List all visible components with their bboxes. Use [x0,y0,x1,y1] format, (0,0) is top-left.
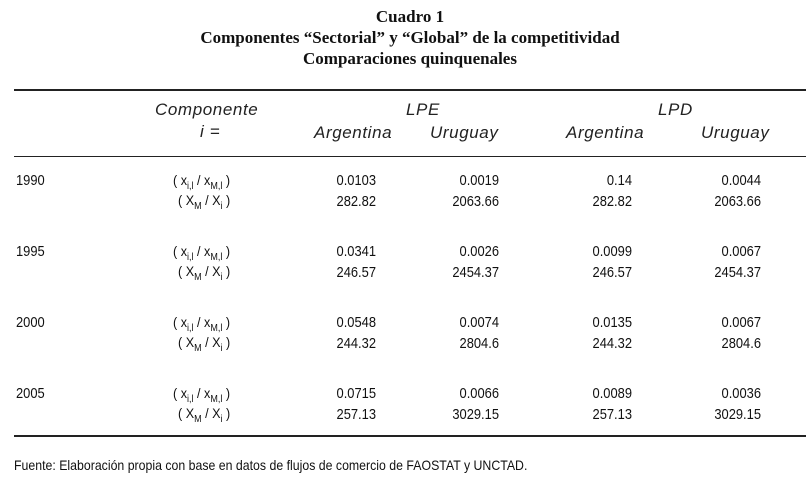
cell-lpe-uru-sectorial: 0.0074 [459,314,499,331]
cell-lpd-uru-sectorial: 0.0044 [721,172,761,189]
cell-lpe-arg-global: 282.82 [336,193,376,210]
source-footnote: Fuente: Elaboración propia con base en datos de flujos de comercio de FAOSTAT y UNCTAD. [14,457,528,473]
cell-lpd-uru-sectorial: 0.0036 [721,385,761,402]
cell-lpe-arg-sectorial: 0.0341 [336,243,376,260]
cell-lpe-arg-sectorial: 0.0715 [336,385,376,402]
cell-lpd-arg-sectorial: 0.0099 [592,243,632,260]
header-lpd: LPD [658,100,693,119]
cell-lpe-uru-global: 3029.15 [452,406,499,423]
cell-lpd-arg-global: 246.57 [592,264,632,281]
table-caption [0,6,812,69]
cell-lpe-uru-sectorial: 0.0026 [459,243,499,260]
cell-lpe-uru-sectorial: 0.0019 [459,172,499,189]
formula-sectorial: ( $x_{i,l} / x_{M,l}$ ) [173,172,231,192]
header-rule [14,156,806,157]
cell-lpd-arg-global: 244.32 [592,335,632,352]
cell-lpe-uru-sectorial: 0.0066 [459,385,499,402]
cell-lpe-arg-sectorial: 0.0548 [336,314,376,331]
row-year: 1995 [16,243,45,260]
header-lpd-uruguay: Uruguay [701,123,770,142]
cell-lpd-arg-sectorial: 0.14 [606,172,632,189]
cell-lpd-uru-global: 2063.66 [714,193,761,210]
cell-lpd-uru-sectorial: 0.0067 [721,243,761,260]
table-title: Componentes “Sectorial” y “Global” de la competitividad [200,28,620,47]
cell-lpe-uru-global: 2454.37 [452,264,499,281]
top-rule [14,89,806,91]
cell-lpd-arg-global: 282.82 [592,193,632,210]
cell-lpd-uru-global: 2804.6 [721,335,761,352]
cell-lpd-arg-sectorial: 0.0089 [592,385,632,402]
header-i-eq: i = [200,122,221,141]
bottom-rule [14,435,806,437]
cell-lpe-arg-global: 257.13 [336,406,376,423]
cell-lpd-uru-global: 2454.37 [714,264,761,281]
table-subtitle: Comparaciones quinquenales [303,49,517,68]
cell-lpd-uru-sectorial: 0.0067 [721,314,761,331]
row-year: 2005 [16,385,45,402]
cell-lpe-uru-global: 2804.6 [459,335,499,352]
cell-lpe-arg-global: 246.57 [336,264,376,281]
header-lpe-uruguay: Uruguay [430,123,499,142]
formula-global: ( $X_M / X_i$ ) [178,334,231,354]
formula-sectorial: ( $x_{i,l} / x_{M,l}$ ) [173,243,231,263]
formula-global: ( $X_M / X_i$ ) [178,405,231,425]
header-lpe: LPE [406,100,440,119]
header-lpd-argentina: Argentina [566,123,645,142]
formula-sectorial: ( $x_{i,l} / x_{M,l}$ ) [173,385,231,405]
cell-lpe-uru-global: 2063.66 [452,193,499,210]
row-year: 2000 [16,314,45,331]
cell-lpe-arg-global: 244.32 [336,335,376,352]
cell-lpe-arg-sectorial: 0.0103 [336,172,376,189]
cell-lpd-arg-global: 257.13 [592,406,632,423]
row-year: 1990 [16,172,45,189]
header-lpe-argentina: Argentina [314,123,393,142]
header-componente: Componente [155,100,259,119]
cell-lpd-uru-global: 3029.15 [714,406,761,423]
formula-sectorial: ( $x_{i,l} / x_{M,l}$ ) [173,314,231,334]
table-number: Cuadro 1 [375,7,445,26]
cell-lpd-arg-sectorial: 0.0135 [592,314,632,331]
formula-global: ( $X_M / X_i$ ) [178,192,231,212]
formula-global: ( $X_M / X_i$ ) [178,263,231,283]
